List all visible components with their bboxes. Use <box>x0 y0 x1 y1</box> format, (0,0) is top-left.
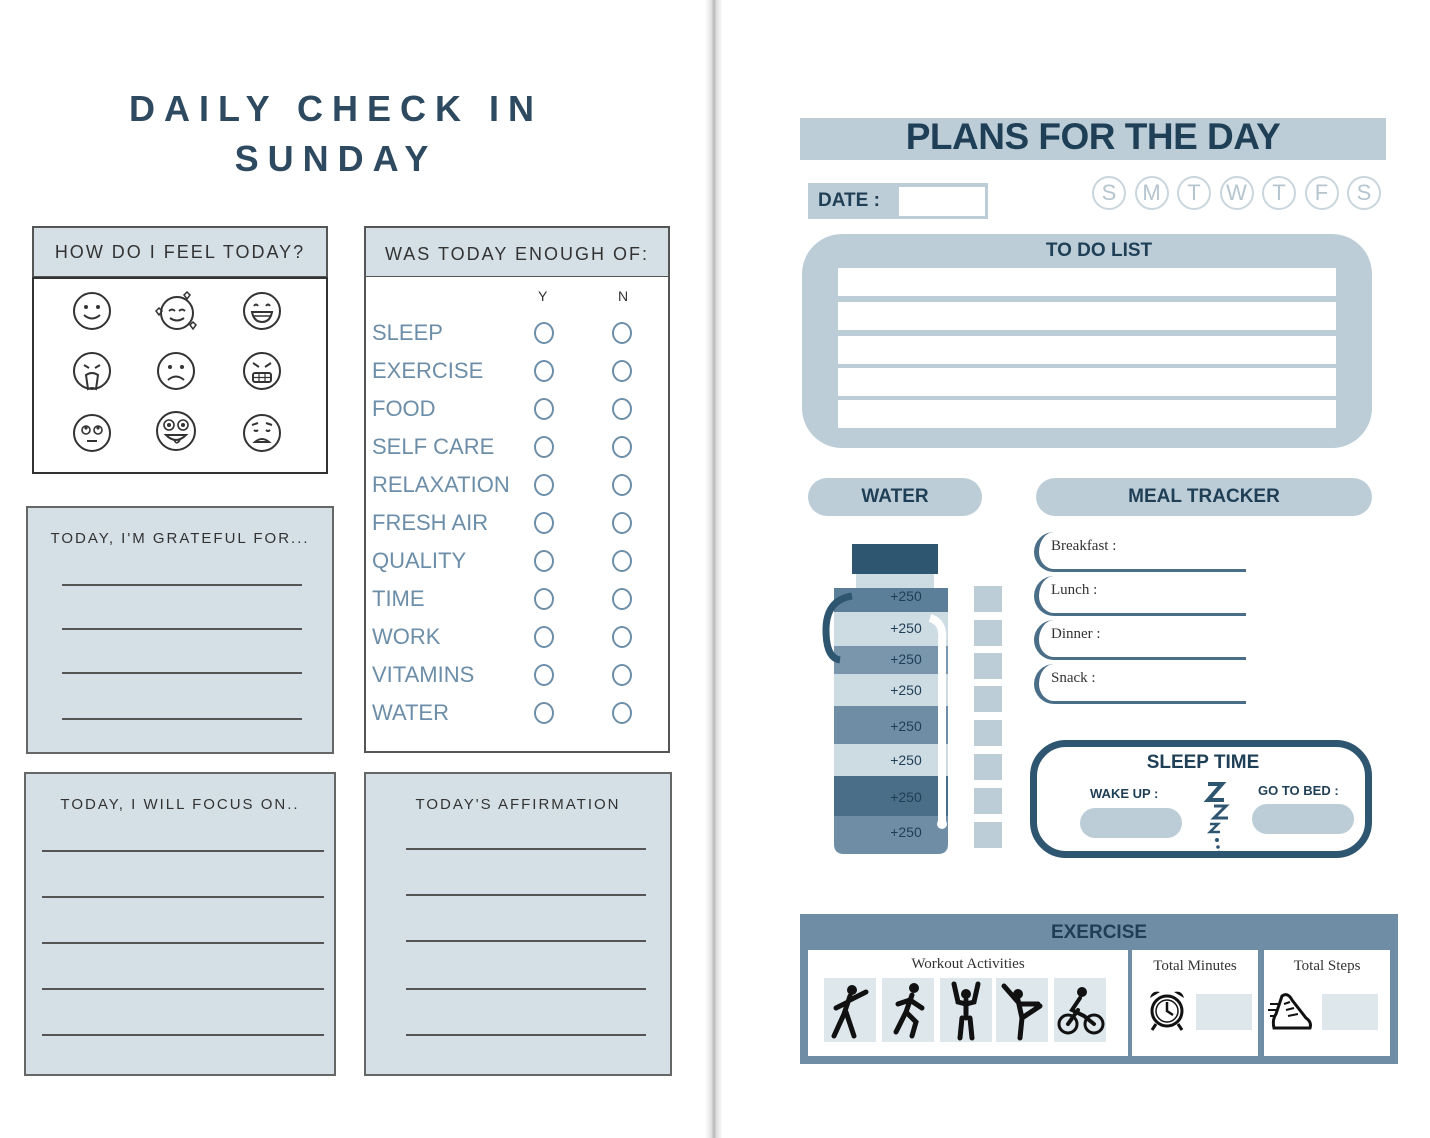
affirmation-line[interactable] <box>406 1034 646 1036</box>
enough-item-label: WORK <box>372 624 441 649</box>
day-circle[interactable]: F <box>1305 176 1339 210</box>
grateful-heading: TODAY, I'M GRATEFUL FOR... <box>50 530 310 547</box>
focus-line[interactable] <box>42 942 324 944</box>
day-circle[interactable]: M <box>1135 176 1169 210</box>
steps-input[interactable] <box>1322 994 1378 1030</box>
yes-column-header: Y <box>538 288 548 304</box>
yes-radio[interactable] <box>534 588 554 610</box>
day-circle[interactable]: T <box>1177 176 1211 210</box>
vomit-face-icon[interactable] <box>72 351 112 391</box>
todo-line[interactable] <box>838 302 1336 330</box>
meal-label: Snack : <box>1051 670 1096 686</box>
affirmation-line[interactable] <box>406 848 646 850</box>
no-radio[interactable] <box>612 360 632 382</box>
no-radio[interactable] <box>612 664 632 686</box>
water-amount-label: +250 <box>890 588 922 604</box>
feel-grid <box>32 277 328 474</box>
running-icon[interactable] <box>882 978 934 1042</box>
meal-label: Lunch : <box>1051 582 1098 598</box>
focus-line[interactable] <box>42 1034 324 1036</box>
water-amount-label: +250 <box>890 682 922 698</box>
enough-item-label: EXERCISE <box>372 358 484 383</box>
meal-line[interactable] <box>1034 664 1246 704</box>
no-radio[interactable] <box>612 702 632 724</box>
affirmation-line[interactable] <box>406 988 646 990</box>
meal-line[interactable] <box>1034 620 1246 660</box>
todo-line[interactable] <box>838 400 1336 428</box>
no-radio[interactable] <box>612 512 632 534</box>
cycling-icon[interactable] <box>1054 978 1106 1042</box>
plans-title: PLANS FOR THE DAY <box>905 116 1281 157</box>
minutes-input[interactable] <box>1196 994 1252 1030</box>
eyeroll-face-icon[interactable] <box>72 413 112 453</box>
yes-radio[interactable] <box>534 626 554 648</box>
water-amount-label: +250 <box>890 620 922 636</box>
grateful-line[interactable] <box>62 584 302 586</box>
affirmation-line[interactable] <box>406 940 646 942</box>
yes-radio[interactable] <box>534 436 554 458</box>
no-radio[interactable] <box>612 398 632 420</box>
boxing-icon[interactable] <box>824 978 876 1042</box>
yes-radio[interactable] <box>534 550 554 572</box>
no-radio[interactable] <box>612 474 632 496</box>
enough-item-label: QUALITY <box>372 548 467 573</box>
water-checkbox[interactable] <box>974 788 1002 814</box>
affirmation-box <box>364 772 672 1076</box>
water-checkbox[interactable] <box>974 754 1002 780</box>
water-amount-label: +250 <box>890 651 922 667</box>
todo-line[interactable] <box>838 368 1336 396</box>
enough-item-label: TIME <box>372 586 425 611</box>
water-amount-label: +250 <box>890 718 922 734</box>
enough-item-label: SELF CARE <box>372 434 495 459</box>
crazy-face-icon[interactable] <box>154 409 198 453</box>
yes-radio[interactable] <box>534 398 554 420</box>
water-checkbox[interactable] <box>974 686 1002 712</box>
water-amount-label: +250 <box>890 824 922 840</box>
meal-label: Dinner : <box>1051 626 1101 642</box>
meal-line[interactable] <box>1034 576 1246 616</box>
grateful-line[interactable] <box>62 628 302 630</box>
smile-face-icon[interactable] <box>72 291 112 331</box>
meal-line[interactable] <box>1034 532 1246 572</box>
enough-item-label: VITAMINS <box>372 662 475 687</box>
enough-item-label: SLEEP <box>372 320 443 345</box>
no-radio[interactable] <box>612 550 632 572</box>
yes-radio[interactable] <box>534 512 554 534</box>
focus-box <box>24 772 336 1076</box>
meal-heading: MEAL TRACKER <box>1036 478 1372 516</box>
focus-heading: TODAY, I WILL FOCUS ON.. <box>60 796 300 813</box>
enough-item-label: RELAXATION <box>372 472 510 497</box>
no-radio[interactable] <box>612 626 632 648</box>
sleep-heading: SLEEP TIME <box>1146 752 1260 773</box>
yes-radio[interactable] <box>534 322 554 344</box>
meal-label: Breakfast : <box>1051 538 1117 554</box>
day-circle[interactable]: W <box>1220 176 1254 210</box>
yoga-icon[interactable] <box>996 978 1048 1042</box>
enough-item-label: FRESH AIR <box>372 510 489 535</box>
left-page <box>0 0 712 1138</box>
workout-label: Workout Activities <box>911 956 1025 972</box>
page-title-day: SUNDAY <box>234 138 438 179</box>
exercise-heading: EXERCISE <box>1050 922 1148 943</box>
focus-line[interactable] <box>42 896 324 898</box>
grateful-line[interactable] <box>62 672 302 674</box>
page-title-line1: DAILY CHECK IN <box>128 88 544 129</box>
yes-radio[interactable] <box>534 664 554 686</box>
water-checkbox[interactable] <box>974 720 1002 746</box>
weightlifting-icon[interactable] <box>940 978 992 1042</box>
wake-label: WAKE UP : <box>1090 786 1159 801</box>
sad-face-icon[interactable] <box>156 351 196 391</box>
water-checkbox[interactable] <box>974 620 1002 646</box>
todo-heading: TO DO LIST <box>1045 240 1153 261</box>
love-face-icon[interactable] <box>154 289 200 335</box>
grateful-line[interactable] <box>62 718 302 720</box>
steps-label: Total Steps <box>1293 958 1361 974</box>
water-amount-label: +250 <box>890 789 922 805</box>
no-radio[interactable] <box>612 322 632 344</box>
grateful-box <box>26 506 334 754</box>
water-checkbox[interactable] <box>974 653 1002 679</box>
bed-input[interactable] <box>1252 804 1354 834</box>
water-checkbox[interactable] <box>974 822 1002 848</box>
date-input[interactable] <box>898 186 986 217</box>
date-label: DATE : <box>818 190 880 211</box>
affirmation-line[interactable] <box>406 894 646 896</box>
todo-line[interactable] <box>838 336 1336 364</box>
water-checkbox[interactable] <box>974 586 1002 612</box>
water-heading: WATER <box>808 478 982 516</box>
yes-radio[interactable] <box>534 360 554 382</box>
no-radio[interactable] <box>612 588 632 610</box>
feel-heading: HOW DO I FEEL TODAY? <box>32 226 328 278</box>
yes-radio[interactable] <box>534 474 554 496</box>
focus-line[interactable] <box>42 850 324 852</box>
alarm-clock-icon <box>1144 986 1190 1032</box>
focus-line[interactable] <box>42 988 324 990</box>
enough-item-label: FOOD <box>372 396 436 421</box>
no-column-header: N <box>618 288 629 304</box>
yes-radio[interactable] <box>534 702 554 724</box>
sneaker-icon <box>1268 990 1314 1032</box>
minutes-label: Total Minutes <box>1153 958 1237 974</box>
zzz-sleep-icon <box>1200 780 1240 854</box>
enough-item-label: WATER <box>372 700 449 725</box>
affirmation-heading: TODAY'S AFFIRMATION <box>415 796 621 813</box>
enough-heading: WAS TODAY ENOUGH OF: <box>364 226 670 278</box>
no-radio[interactable] <box>612 436 632 458</box>
worried-face-icon[interactable] <box>242 413 282 453</box>
grin-face-icon[interactable] <box>242 291 282 331</box>
day-circle[interactable]: S <box>1092 176 1126 210</box>
wake-input[interactable] <box>1080 808 1182 838</box>
todo-line[interactable] <box>838 268 1336 296</box>
water-amount-label: +250 <box>890 752 922 768</box>
day-circle[interactable]: T <box>1262 176 1296 210</box>
book-spine <box>705 0 723 1138</box>
day-circle[interactable]: S <box>1347 176 1381 210</box>
grimace-face-icon[interactable] <box>242 351 282 391</box>
bed-label: GO TO BED : <box>1258 783 1339 798</box>
